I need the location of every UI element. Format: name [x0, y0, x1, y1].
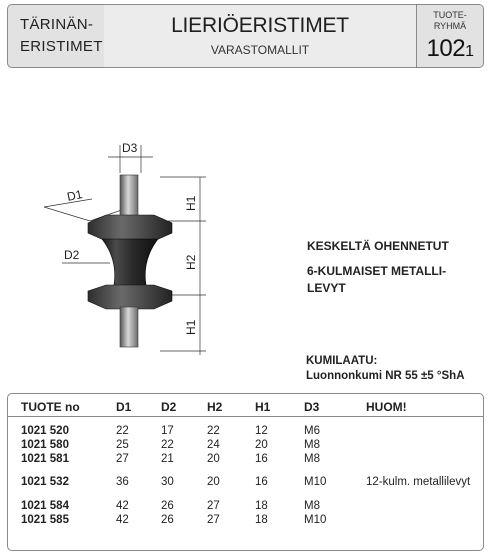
dim-d2-label: D2 [64, 248, 80, 262]
group-label-line-2: RYHMÄ [433, 21, 467, 31]
col-header-product-no: TUOTE no [21, 400, 80, 414]
product-group-cell [417, 5, 483, 67]
rubber-grade-value: Luonnonkumi NR 55 ±5 °ShA [306, 370, 465, 382]
group-number-main: 102 [426, 35, 466, 62]
col-header-d1: D1 [116, 400, 132, 414]
category-line-1: TÄRINÄN- [20, 16, 94, 33]
dim-h1-top-label: H1 [184, 195, 198, 211]
dim-d3-label: D3 [122, 141, 138, 155]
mount-drawing [30, 135, 230, 360]
category-cell [8, 5, 105, 67]
col-header-d3: D3 [304, 400, 320, 414]
header-divider [8, 416, 483, 417]
title-cell [104, 5, 417, 67]
bottom-stud-icon [120, 307, 138, 347]
bottom-plate-icon [88, 285, 172, 309]
dim-h2-label: H2 [184, 254, 198, 270]
group-number-suffix: 1 [465, 43, 474, 60]
col-header-h1: H1 [255, 400, 271, 414]
title-block [7, 4, 484, 68]
product-table: TUOTE no D1 D2 H2 H1 D3 HUOM! 1021 520 22 17 22 12 M6 1021 580 25 22 24 20 M8 1021 581 27 21 20 16 M8 1021 532 36 30 20 16 M10 12-kulm. metallilevyt 1021 584 42 26 27 18 M8 1021 585 42 26 27 18 M10 [7, 393, 484, 551]
rubber-grade-label: KUMILAATU: [306, 355, 378, 367]
dim-d1-label: D1 [65, 187, 84, 204]
dim-h1-bottom-label: H1 [184, 319, 198, 335]
col-header-d2: D2 [161, 400, 177, 414]
col-header-note: HUOM! [366, 400, 407, 414]
col-header-h2: H2 [207, 400, 223, 414]
rubber-grade [306, 354, 465, 384]
description-line-2: 6-KULMAISET METALLI-LEVYT [307, 264, 447, 295]
description-line-1: KESKELTÄ OHENNETUT [307, 239, 449, 253]
page-title: LIERIÖERISTIMET [171, 14, 349, 37]
group-label-line-1: TUOTE- [433, 10, 467, 20]
category-line-2: ERISTIMET [20, 38, 103, 55]
page-subtitle: VARASTOMALLIT [210, 43, 310, 57]
top-plate-icon [88, 215, 172, 241]
group-number [417, 35, 483, 63]
